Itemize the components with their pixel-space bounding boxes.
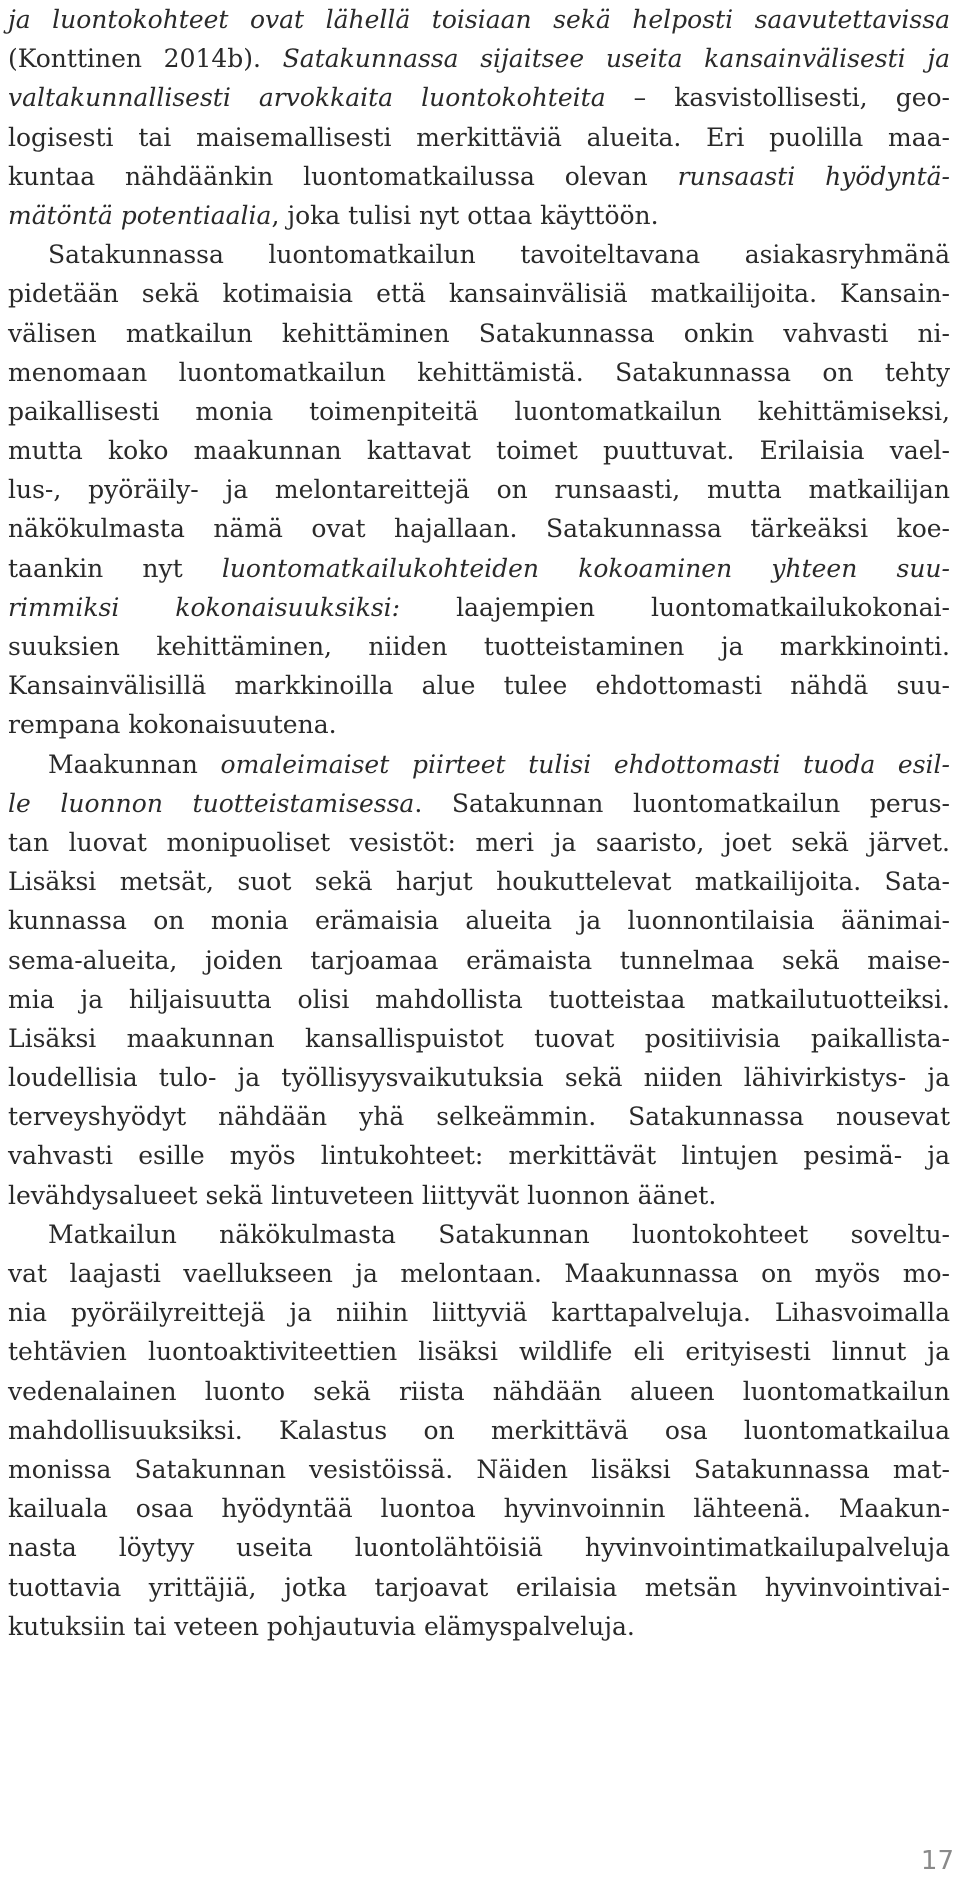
text-segment: tuottavia yrittäjiä, jotka tarjoavat erilaisia metsän hyvinvointivai- bbox=[8, 1572, 950, 1602]
italic-text: rimmiksi kokonaisuuksiksi: bbox=[8, 592, 401, 622]
text-segment: paikallisesti monia toimenpiteitä luontomatkailun kehittämiseksi, bbox=[8, 396, 950, 426]
paragraph bbox=[8, 745, 950, 1215]
text-segment: taankin nyt bbox=[8, 553, 222, 583]
text-line bbox=[8, 1215, 950, 1254]
text-segment: vat laajasti vaellukseen ja melontaan. Maakunnassa on myös mo- bbox=[8, 1259, 950, 1288]
text-line bbox=[8, 1019, 950, 1058]
text-segment: . Satakunnan luontomatkailun perus- bbox=[414, 788, 950, 818]
text-line bbox=[8, 1058, 950, 1097]
text-line bbox=[8, 470, 950, 509]
text-line bbox=[8, 1528, 950, 1567]
text-line bbox=[8, 196, 950, 235]
text-line bbox=[8, 901, 950, 940]
text-segment: monissa Satakunnan vesistöissä. Näiden lisäksi Satakunnassa mat- bbox=[8, 1454, 950, 1484]
text-line bbox=[8, 1097, 950, 1136]
text-line bbox=[8, 1136, 950, 1175]
text-line bbox=[8, 666, 950, 705]
text-segment: sema-alueita, joiden tarjoamaa erämaista tunnelmaa sekä maise- bbox=[8, 945, 950, 975]
text-segment: nasta löytyy useita luontolähtöisiä hyvinvointimatkailupalveluja bbox=[8, 1533, 950, 1563]
text-segment: kuntaa nähdäänkin luontomatkailussa olevan bbox=[8, 161, 678, 191]
text-line bbox=[8, 862, 950, 901]
text-segment: suuksien kehittäminen, niiden tuotteistaminen ja markkinointi. bbox=[8, 632, 950, 661]
text-line bbox=[8, 745, 950, 784]
text-segment: (Konttinen 2014b). bbox=[8, 44, 283, 74]
text-segment: logisesti tai maisemallisesti merkittäviä alueita. Eri puolilla maa- bbox=[8, 122, 950, 152]
text-segment: tehtävien luontoaktiviteettien lisäksi wildlife eli erityisesti linnut ja bbox=[8, 1337, 950, 1367]
text-segment: kutuksiin tai veteen pohjautuvia elämyspalveluja. bbox=[8, 1611, 635, 1641]
text-segment: Lisäksi metsät, suot sekä harjut houkuttelevat matkailijoita. Sata- bbox=[8, 867, 950, 897]
text-line bbox=[8, 157, 950, 196]
italic-text: ja luontokohteet ovat lähellä toisiaan sekä helposti saavutettavissa bbox=[8, 5, 950, 34]
text-line bbox=[8, 1176, 950, 1215]
text-line bbox=[8, 1450, 950, 1489]
text-line bbox=[8, 235, 950, 274]
text-line bbox=[8, 980, 950, 1019]
text-segment: laajempien luontomatkailukokonai- bbox=[400, 592, 950, 622]
text-line bbox=[8, 78, 950, 117]
text-segment: lus-, pyöräily- ja melontareittejä on runsaasti, mutta matkailijan bbox=[8, 475, 950, 505]
text-segment: näkökulmasta nämä ovat hajallaan. Satakunnassa tärkeäksi koe- bbox=[8, 514, 950, 544]
paragraph bbox=[8, 235, 950, 744]
text-segment: Kansainvälisillä markkinoilla alue tulee ehdottomasti nähdä suu- bbox=[8, 671, 950, 701]
text-line bbox=[8, 353, 950, 392]
text-segment: Lisäksi maakunnan kansallispuistot tuovat positiivisia paikallista- bbox=[8, 1023, 950, 1053]
text-line bbox=[8, 1293, 950, 1332]
text-segment: pidetään sekä kotimaisia että kansainvälisiä matkailijoita. Kansain- bbox=[8, 279, 950, 309]
paragraph bbox=[8, 1215, 950, 1646]
text-line bbox=[8, 1607, 950, 1646]
italic-text: runsaasti hyödyntä- bbox=[677, 161, 950, 191]
text-segment: menomaan luontomatkailun kehittämistä. Satakunnassa on tehty bbox=[8, 357, 950, 387]
text-line bbox=[8, 549, 950, 588]
italic-text: le luonnon tuotteistamisessa bbox=[8, 788, 415, 818]
text-line bbox=[8, 118, 950, 157]
text-line bbox=[8, 509, 950, 548]
text-segment: mutta koko maakunnan kattavat toimet puuttuvat. Erilaisia vael- bbox=[8, 436, 950, 466]
text-line bbox=[8, 784, 950, 823]
text-segment: Matkailun näkökulmasta Satakunnan luontokohteet soveltu- bbox=[48, 1219, 950, 1249]
page-number: 17 bbox=[920, 1846, 954, 1876]
text-line bbox=[8, 627, 950, 666]
text-line bbox=[8, 431, 950, 470]
text-line bbox=[8, 941, 950, 980]
text-segment: tan luovat monipuoliset vesistöt: meri ja saaristo, joet sekä järvet. bbox=[8, 827, 950, 857]
text-segment: loudellisia tulo- ja työllisyysvaikutuksia sekä niiden lähivirkistys- ja bbox=[8, 1063, 950, 1093]
text-line bbox=[8, 1568, 950, 1607]
text-line bbox=[8, 823, 950, 862]
text-line bbox=[8, 0, 950, 39]
italic-text: mätöntä potentiaalia bbox=[8, 200, 272, 230]
text-segment: nia pyöräilyreittejä ja niihin liittyviä karttapalveluja. Lihasvoimalla bbox=[8, 1298, 950, 1328]
text-segment: mia ja hiljaisuutta olisi mahdollista tuotteistaa matkailutuotteiksi. bbox=[8, 984, 950, 1014]
paragraph bbox=[8, 0, 950, 235]
text-line bbox=[8, 39, 950, 78]
italic-text: omaleimaiset piirteet tulisi ehdottomasti tuoda esil- bbox=[220, 749, 950, 779]
text-segment: rempana kokonaisuutena. bbox=[8, 710, 337, 740]
text-segment: terveyshyödyt nähdään yhä selkeämmin. Satakunnassa nousevat bbox=[8, 1102, 950, 1132]
text-line bbox=[8, 588, 950, 627]
text-segment: välisen matkailun kehittäminen Satakunnassa onkin vahvasti ni- bbox=[8, 318, 950, 348]
text-line bbox=[8, 1411, 950, 1450]
text-segment: , joka tulisi nyt ottaa käyttöön. bbox=[271, 200, 659, 230]
text-line bbox=[8, 1372, 950, 1411]
text-line bbox=[8, 392, 950, 431]
text-line bbox=[8, 274, 950, 313]
text-segment: Satakunnassa luontomatkailun tavoiteltavana asiakasryhmänä bbox=[48, 240, 950, 270]
text-segment: levähdysalueet sekä lintuveteen liittyvät luonnon äänet. bbox=[8, 1180, 717, 1210]
text-line bbox=[8, 314, 950, 353]
text-line bbox=[8, 705, 950, 744]
italic-text: luontomatkailukohteiden kokoaminen yhteen suu- bbox=[221, 553, 950, 583]
text-line bbox=[8, 1489, 950, 1528]
text-segment: Maakunnan bbox=[48, 749, 221, 779]
italic-text: Satakunnassa sijaitsee useita kansainvälisesti ja bbox=[282, 44, 950, 74]
text-segment: vedenalainen luonto sekä riista nähdään alueen luontomatkailun bbox=[8, 1376, 950, 1406]
italic-text: valtakunnallisesti arvokkaita luontokohteita bbox=[8, 83, 606, 113]
text-segment: kailuala osaa hyödyntää luontoa hyvinvoinnin lähteenä. Maakun- bbox=[8, 1494, 950, 1524]
text-segment: mahdollisuuksiksi. Kalastus on merkittävä osa luontomatkailua bbox=[8, 1415, 950, 1445]
text-segment: – kasvistollisesti, geo- bbox=[605, 83, 950, 113]
text-segment: vahvasti esille myös lintukohteet: merkittävät lintujen pesimä- ja bbox=[8, 1141, 950, 1171]
page-body bbox=[8, 0, 950, 1646]
text-line bbox=[8, 1254, 950, 1293]
text-segment: kunnassa on monia erämaisia alueita ja luonnontilaisia äänimai- bbox=[8, 906, 950, 936]
text-line bbox=[8, 1332, 950, 1371]
